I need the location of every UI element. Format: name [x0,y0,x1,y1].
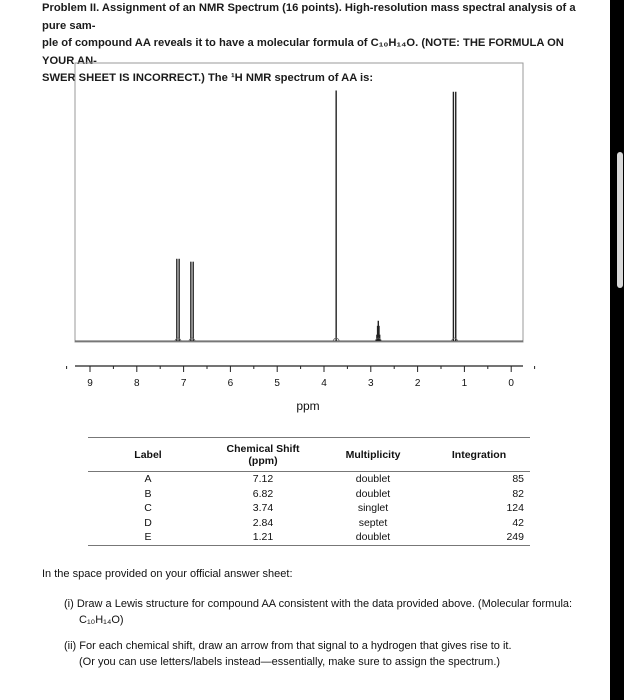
header-integration: Integration [428,438,530,472]
row-integration: 42 [512,516,524,529]
row-shift: 3.74 [252,502,274,515]
row-shift: 2.84 [252,516,274,529]
instructions-intro: In the space provided on your official answer sheet: [42,568,293,580]
header-chemical-shift: Chemical Shift (ppm) [208,438,318,472]
row-integration: 249 [428,530,530,545]
row-shift: 7.12 [252,473,274,486]
row-label: C [144,502,152,515]
row-shift: 1.21 [208,530,318,545]
row-integration: 82 [512,487,524,500]
row-multiplicity: singlet [357,502,389,515]
x-tick-label: 5 [274,378,280,389]
row-multiplicity: doublet [318,530,428,545]
x-tick-label: 1 [461,378,468,389]
x-tick-label: 9 [87,378,93,389]
row-integration: 85 [512,473,524,486]
question-2: (ii) For each chemical shift, draw an arrow from that signal to a hydrogen that gives rise to it. (Or you can use letters/labels instead—essentially, make sure to assign the spectrum.) [64,640,512,668]
x-axis-label: ppm [296,399,320,413]
spectrum-peaks [175,91,458,341]
x-tick-label: 2 [414,378,421,389]
question-1: (i) Draw a Lewis structure for compound AA consistent with the data provided above. (Molecular formula: C₁₀H₁₄O) [64,598,573,626]
row-label: E [88,530,208,545]
problem-line-2: ple of compound AA reveals it to have a molecular formula of C₁₀H₁₄O. (NOTE: THE FORMULA ON YOUR AN- [42,37,564,67]
scrollbar-thumb[interactable] [617,152,623,288]
x-tick-label: 8 [134,378,140,389]
row-multiplicity: doublet [355,473,391,486]
table-row [88,501,530,516]
header-label: Label [88,438,208,472]
table-row [88,472,530,487]
row-label: B [144,487,152,500]
nmr-data-table [88,437,530,546]
row-integration: 124 [506,502,524,515]
x-tick-label: 4 [321,378,327,389]
row-multiplicity: septet [358,516,388,529]
row-label: A [144,473,152,486]
x-axis-ticks [67,366,535,389]
row-shift: 6.82 [252,487,274,500]
table-row [88,487,530,502]
table-header-row [88,438,530,472]
x-tick-label: 0 [508,378,514,389]
viewer-margin [610,0,624,700]
table-row [88,516,530,531]
row-label: D [144,516,152,529]
problem-line-1: Problem II. Assignment of an NMR Spectrum (16 points). High-resolution mass spectral analysis of a pure sam- [42,2,576,32]
problem-line-3: SWER SHEET IS INCORRECT.) The ¹H NMR spectrum of AA is: [42,72,374,84]
x-tick-label: 3 [368,378,374,389]
x-tick-label: 7 [180,378,187,389]
problem-heading: Problem II. [42,2,100,14]
row-multiplicity: doublet [355,487,391,500]
table-row [88,530,530,545]
x-tick-label: 6 [227,378,234,389]
header-multiplicity: Multiplicity [318,438,428,472]
